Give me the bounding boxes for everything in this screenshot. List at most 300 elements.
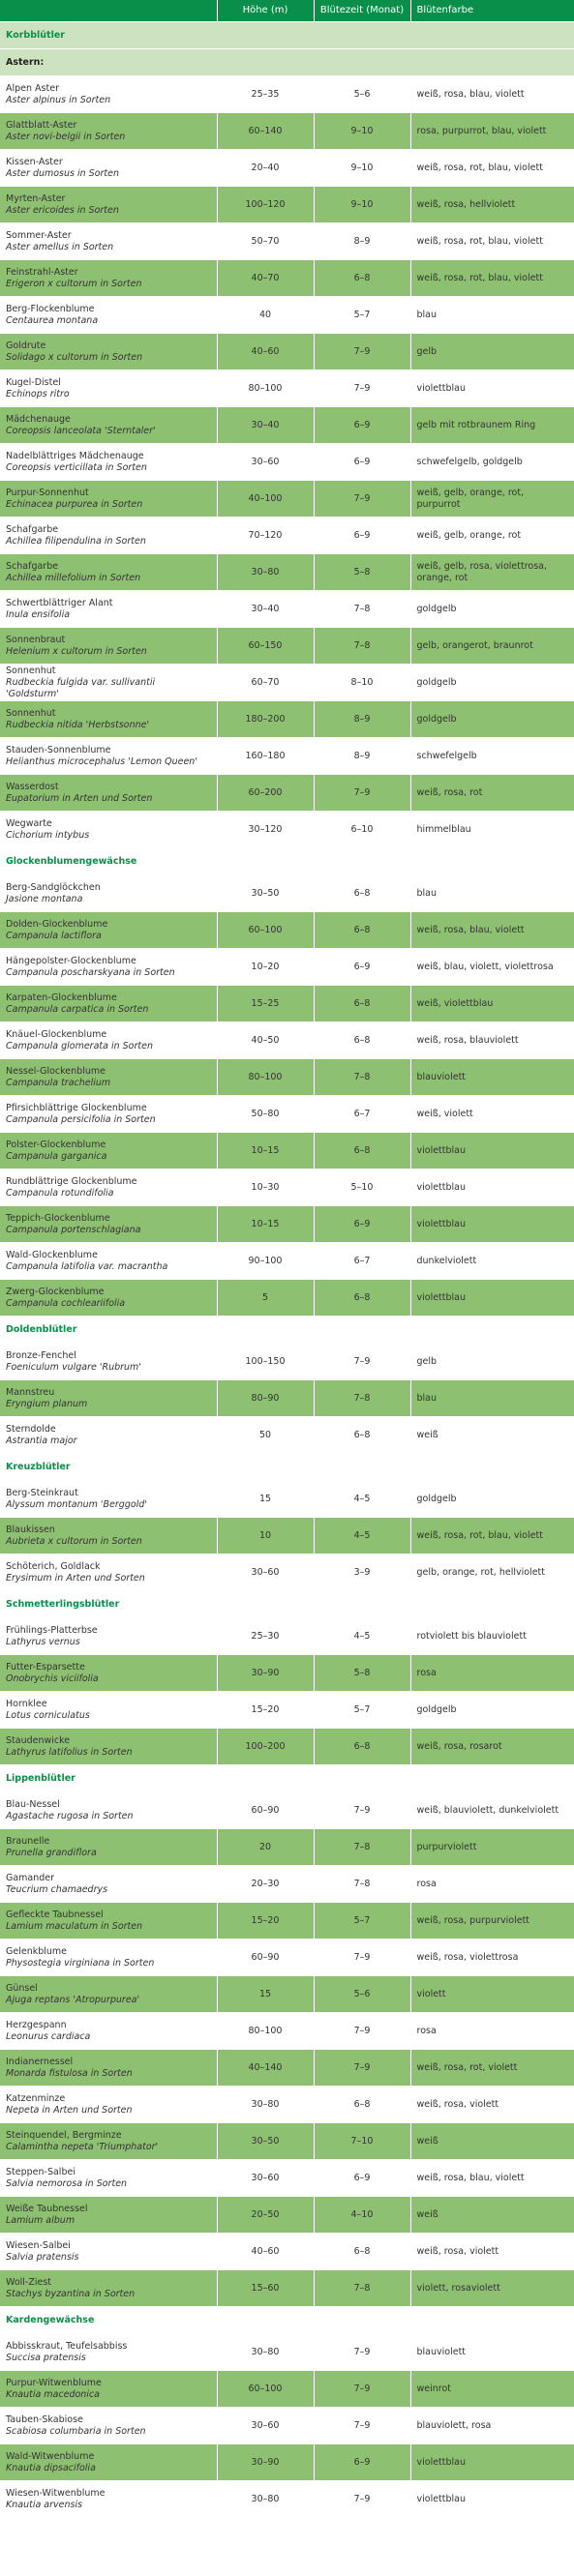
latin-name: Lotus corniculatus	[6, 1709, 90, 1721]
plant-name-cell	[0, 949, 217, 986]
table-row	[0, 1554, 574, 1591]
bloom-cell: 6–8	[314, 1729, 410, 1765]
plant-name-cell	[0, 187, 217, 223]
latin-name: Aster dumosus in Sorten	[6, 167, 120, 179]
color-cell: weiß, blauviolett, dunkelviolett	[410, 1792, 574, 1829]
common-name: Schöterich, Goldlack	[6, 1560, 101, 1572]
color-cell: goldgelb	[410, 1481, 574, 1518]
table-row	[0, 297, 574, 334]
bloom-cell: 7–9	[314, 1792, 410, 1829]
table-row	[0, 370, 574, 407]
table-row	[0, 912, 574, 949]
plant-name-cell	[0, 518, 217, 554]
plant-name-cell	[0, 1866, 217, 1903]
plant-name-cell	[0, 2087, 217, 2123]
common-name: Staudenwicke	[6, 1734, 71, 1746]
color-cell: violettblau	[410, 1170, 574, 1206]
latin-name: Campanula latifolia var. macrantha	[6, 1260, 168, 1272]
common-name: Hängepolster-Glockenblume	[6, 955, 136, 966]
common-name: Purpur-Sonnenhut	[6, 487, 89, 498]
plant-name-cell	[0, 1059, 217, 1096]
color-cell: weiß, rosa, rot, blau, violett	[410, 150, 574, 187]
category-title: Kreuzblütler	[0, 1454, 574, 1481]
bloom-cell: 3–9	[314, 1554, 410, 1591]
latin-name: Aster ericoides in Sorten	[6, 204, 119, 216]
table-row	[0, 1380, 574, 1417]
height-cell: 30–60	[217, 2160, 314, 2197]
color-cell: weiß, rosa, violett	[410, 2234, 574, 2270]
bloom-cell: 6–9	[314, 407, 410, 444]
color-cell: gelb, orangerot, braunrot	[410, 628, 574, 665]
height-cell: 80–100	[217, 1059, 314, 1096]
bloom-cell: 6–8	[314, 986, 410, 1022]
bloom-cell: 9–10	[314, 187, 410, 223]
table-row	[0, 518, 574, 554]
table-row	[0, 2160, 574, 2197]
color-cell: weiß	[410, 2123, 574, 2160]
table-row	[0, 1976, 574, 2013]
latin-name: Achillea millefolium in Sorten	[6, 572, 141, 583]
latin-name: Aster novi-belgii in Sorten	[6, 131, 126, 142]
table-row	[0, 665, 574, 701]
bloom-cell: 5–6	[314, 1976, 410, 2013]
plant-name-cell	[0, 1022, 217, 1059]
plant-name-cell	[0, 1618, 217, 1655]
common-name: Wald-Witwenblume	[6, 2450, 95, 2462]
latin-name: Onobrychis viciifolia	[6, 1673, 99, 1684]
table-row	[0, 2197, 574, 2234]
plant-name-cell	[0, 297, 217, 334]
latin-name: Campanula garganica	[6, 1150, 107, 1162]
common-name: Wald-Glockenblume	[6, 1249, 98, 1260]
latin-name: Jasione montana	[6, 893, 83, 904]
height-cell: 60–200	[217, 775, 314, 812]
table-row	[0, 949, 574, 986]
plant-name-cell	[0, 2371, 217, 2408]
plant-name-cell	[0, 1939, 217, 1976]
bloom-cell: 7–8	[314, 2270, 410, 2307]
common-name: Gefleckte Taubnessel	[6, 1909, 104, 1920]
height-cell: 15–20	[217, 1903, 314, 1939]
common-name: Nadelblättriges Mädchenauge	[6, 450, 144, 461]
color-cell: blau	[410, 875, 574, 912]
table-row	[0, 2444, 574, 2481]
common-name: Sonnenhut	[6, 707, 56, 719]
plant-name-cell	[0, 1554, 217, 1591]
plant-name-cell	[0, 2334, 217, 2371]
color-cell: blauviolett	[410, 2334, 574, 2371]
bloom-cell: 6–8	[314, 260, 410, 297]
bloom-cell: 8–10	[314, 665, 410, 701]
latin-name: Teucrium chamaedrys	[6, 1883, 108, 1895]
table-row	[0, 1518, 574, 1554]
plant-name-cell	[0, 591, 217, 628]
table-row	[0, 223, 574, 260]
plant-name-cell	[0, 1903, 217, 1939]
color-cell: weiß, rosa, rot, blau, violett	[410, 1518, 574, 1554]
bloom-cell: 8–9	[314, 701, 410, 738]
plant-name-cell	[0, 628, 217, 665]
common-name: Wiesen-Witwenblume	[6, 2487, 106, 2499]
height-cell: 100–120	[217, 187, 314, 223]
common-name: Goldrute	[6, 340, 46, 351]
latin-name: Campanula cochleariifolia	[6, 1297, 126, 1309]
bloom-cell: 7–9	[314, 481, 410, 518]
plant-name-cell	[0, 2013, 217, 2050]
height-cell: 40	[217, 297, 314, 334]
table-row	[0, 444, 574, 481]
plant-name-cell	[0, 1729, 217, 1765]
height-cell: 30–40	[217, 407, 314, 444]
plant-name-cell	[0, 738, 217, 775]
table-row	[0, 1096, 574, 1133]
latin-name: Centaurea montana	[6, 314, 99, 326]
bloom-cell: 6–8	[314, 875, 410, 912]
height-cell: 100–200	[217, 1729, 314, 1765]
header-color: Blütenfarbe	[410, 0, 574, 22]
common-name: Kissen-Aster	[6, 156, 63, 167]
color-cell: weiß, rosa, rot	[410, 775, 574, 812]
height-cell: 30–40	[217, 591, 314, 628]
bloom-cell: 4–5	[314, 1518, 410, 1554]
plant-name-cell	[0, 1380, 217, 1417]
plant-name-cell	[0, 1280, 217, 1317]
color-cell: violettblau	[410, 370, 574, 407]
bloom-cell: 6–9	[314, 2444, 410, 2481]
common-name: Tauben-Skabiose	[6, 2413, 83, 2425]
common-name: Berg-Flockenblume	[6, 303, 95, 314]
height-cell: 25–35	[217, 76, 314, 113]
bloom-cell: 6–8	[314, 1022, 410, 1059]
table-row	[0, 1729, 574, 1765]
common-name: Hornklee	[6, 1698, 47, 1709]
bloom-cell: 7–8	[314, 1866, 410, 1903]
height-cell: 20	[217, 1829, 314, 1866]
height-cell: 10–15	[217, 1206, 314, 1243]
latin-name: Campanula rotundifolia	[6, 1187, 114, 1199]
color-cell: weiß, rosa, blauviolett	[410, 1022, 574, 1059]
table-row	[0, 875, 574, 912]
height-cell: 60–100	[217, 2371, 314, 2408]
color-cell: weiß, rosa, violett	[410, 2087, 574, 2123]
common-name: Weiße Taubnessel	[6, 2203, 88, 2214]
latin-name: Rudbeckia fulgida var. sullivantii 'Goldsturm'	[6, 676, 156, 699]
latin-name: Lamium maculatum in Sorten	[6, 1920, 143, 1932]
height-cell: 60–140	[217, 113, 314, 150]
height-cell: 10–20	[217, 949, 314, 986]
height-cell: 30–80	[217, 2087, 314, 2123]
common-name: Berg-Steinkraut	[6, 1487, 78, 1498]
height-cell: 15–25	[217, 986, 314, 1022]
latin-name: Coreopsis lanceolata 'Sterntaler'	[6, 425, 156, 436]
category-title: Lippenblütler	[0, 1765, 574, 1792]
plant-name-cell	[0, 370, 217, 407]
table-row	[0, 113, 574, 150]
common-name: Frühlings-Platterbse	[6, 1624, 98, 1636]
color-cell: purpurviolett	[410, 1829, 574, 1866]
common-name: Polster-Glockenblume	[6, 1139, 106, 1150]
color-cell: weiß, rosa, rot, violett	[410, 2050, 574, 2087]
height-cell: 40–60	[217, 2234, 314, 2270]
common-name: Teppich-Glockenblume	[6, 1212, 110, 1224]
common-name: Karpaten-Glockenblume	[6, 992, 117, 1003]
table-row	[0, 150, 574, 187]
latin-name: Leonurus cardiaca	[6, 2030, 91, 2042]
bloom-cell: 7–9	[314, 2481, 410, 2518]
plant-name-cell	[0, 2234, 217, 2270]
latin-name: Knautia dipsacifolia	[6, 2462, 96, 2473]
plant-name-cell	[0, 775, 217, 812]
table-row	[0, 2123, 574, 2160]
color-cell: weiß, rosa, blau, violett	[410, 2160, 574, 2197]
plant-name-cell	[0, 554, 217, 591]
category-title: Doldenblütler	[0, 1317, 574, 1344]
color-cell: rosa	[410, 1866, 574, 1903]
latin-name: Eryngium planum	[6, 1398, 88, 1409]
bloom-cell: 5–8	[314, 1655, 410, 1692]
table-row	[0, 1022, 574, 1059]
color-cell: gelb	[410, 334, 574, 370]
color-cell: gelb mit rotbraunem Ring	[410, 407, 574, 444]
color-cell: weiß, gelb, rosa, violettrosa, orange, rot	[410, 554, 574, 591]
color-cell: schwefelgelb	[410, 738, 574, 775]
height-cell: 40–140	[217, 2050, 314, 2087]
plant-name-cell	[0, 1133, 217, 1170]
latin-name: Campanula poscharskyana in Sorten	[6, 966, 175, 978]
common-name: Mannstreu	[6, 1386, 55, 1398]
height-cell: 60–90	[217, 1939, 314, 1976]
category-row	[0, 22, 574, 49]
common-name: Myrten-Aster	[6, 192, 66, 204]
color-cell: violettblau	[410, 2444, 574, 2481]
common-name: Schafgarbe	[6, 523, 59, 535]
height-cell: 40–60	[217, 334, 314, 370]
latin-name: Lathyrus vernus	[6, 1636, 80, 1647]
bloom-cell: 7–9	[314, 370, 410, 407]
height-cell: 10–30	[217, 1170, 314, 1206]
plant-name-cell	[0, 1976, 217, 2013]
common-name: Wiesen-Salbei	[6, 2239, 71, 2251]
bloom-cell: 6–8	[314, 912, 410, 949]
table-row	[0, 2481, 574, 2518]
common-name: Steppen-Salbei	[6, 2166, 76, 2177]
category-title: Kardengewächse	[0, 2307, 574, 2334]
bloom-cell: 8–9	[314, 223, 410, 260]
bloom-cell: 5–7	[314, 1903, 410, 1939]
height-cell: 30–60	[217, 2408, 314, 2444]
latin-name: Campanula persicifolia in Sorten	[6, 1113, 156, 1125]
table-row	[0, 2087, 574, 2123]
plant-name-cell	[0, 1206, 217, 1243]
table-row	[0, 2270, 574, 2307]
latin-name: Scabiosa columbaria in Sorten	[6, 2425, 146, 2437]
plant-name-cell	[0, 113, 217, 150]
plant-name-cell	[0, 2160, 217, 2197]
bloom-cell: 6–7	[314, 1096, 410, 1133]
bloom-cell: 7–9	[314, 2013, 410, 2050]
height-cell: 30–60	[217, 444, 314, 481]
color-cell: rosa	[410, 2013, 574, 2050]
height-cell: 80–100	[217, 370, 314, 407]
latin-name: Solidago x cultorum in Sorten	[6, 351, 143, 363]
table-row	[0, 1481, 574, 1518]
common-name: Blaukissen	[6, 1524, 55, 1535]
height-cell: 40–70	[217, 260, 314, 297]
common-name: Schafgarbe	[6, 560, 59, 572]
bloom-cell: 6–10	[314, 812, 410, 848]
color-cell: weiß, blau, violett, violettrosa	[410, 949, 574, 986]
bloom-cell: 6–8	[314, 1417, 410, 1454]
common-name: Braunelle	[6, 1835, 50, 1847]
common-name: Kugel-Distel	[6, 376, 61, 388]
latin-name: Astrantia major	[6, 1435, 77, 1446]
common-name: Wasserdost	[6, 781, 59, 792]
color-cell: goldgelb	[410, 665, 574, 701]
latin-name: Campanula portenschlagiana	[6, 1224, 141, 1235]
category-row	[0, 1317, 574, 1344]
bloom-cell: 5–6	[314, 76, 410, 113]
height-cell: 80–100	[217, 2013, 314, 2050]
plant-name-cell	[0, 481, 217, 518]
plant-name-cell	[0, 665, 217, 701]
height-cell: 10–15	[217, 1133, 314, 1170]
common-name: Feinstrahl-Aster	[6, 266, 78, 278]
color-cell: weiß, violett	[410, 1096, 574, 1133]
common-name: Alpen Aster	[6, 82, 59, 94]
plant-name-cell	[0, 1792, 217, 1829]
bloom-cell: 5–7	[314, 297, 410, 334]
table-row	[0, 1866, 574, 1903]
bloom-cell: 5–7	[314, 1692, 410, 1729]
latin-name: Prunella grandiflora	[6, 1847, 97, 1858]
plant-name-cell	[0, 2050, 217, 2087]
latin-name: Salvia nemorosa in Sorten	[6, 2177, 128, 2189]
table-row	[0, 1655, 574, 1692]
bloom-cell: 7–9	[314, 2050, 410, 2087]
table-row	[0, 1243, 574, 1280]
plant-name-cell	[0, 1417, 217, 1454]
table-row	[0, 76, 574, 113]
plant-name-cell	[0, 444, 217, 481]
common-name: Sonnenhut	[6, 665, 56, 676]
latin-name: Ajuga reptans 'Atropurpurea'	[6, 1994, 140, 2005]
category-row	[0, 848, 574, 875]
plant-name-cell	[0, 150, 217, 187]
common-name: Sonnenbraut	[6, 634, 66, 645]
color-cell: weiß, rosa, rot, blau, violett	[410, 260, 574, 297]
table-row	[0, 812, 574, 848]
plant-name-cell	[0, 334, 217, 370]
common-name: Berg-Sandglöckchen	[6, 881, 101, 893]
table-header	[0, 0, 574, 22]
plant-name-cell	[0, 875, 217, 912]
height-cell: 30–90	[217, 1655, 314, 1692]
height-cell: 40–100	[217, 481, 314, 518]
latin-name: Aster amellus in Sorten	[6, 241, 114, 252]
table-row	[0, 1417, 574, 1454]
latin-name: Lathyrus latifolius in Sorten	[6, 1746, 133, 1758]
plant-name-cell	[0, 2444, 217, 2481]
bloom-cell: 7–9	[314, 775, 410, 812]
common-name: Zwerg-Glockenblume	[6, 1286, 105, 1297]
latin-name: Cichorium intybus	[6, 829, 90, 841]
bloom-cell: 9–10	[314, 113, 410, 150]
table-row	[0, 2234, 574, 2270]
common-name: Indianernessel	[6, 2056, 74, 2067]
color-cell: weiß, violettblau	[410, 986, 574, 1022]
common-name: Günsel	[6, 1982, 38, 1994]
common-name: Steinquendel, Bergminze	[6, 2129, 122, 2141]
bloom-cell: 7–9	[314, 334, 410, 370]
color-cell: blauviolett, rosa	[410, 2408, 574, 2444]
header-height: Höhe (m)	[217, 0, 314, 22]
height-cell: 50–80	[217, 1096, 314, 1133]
plant-name-cell	[0, 1692, 217, 1729]
latin-name: Campanula glomerata in Sorten	[6, 1040, 153, 1051]
common-name: Nessel-Glockenblume	[6, 1065, 106, 1077]
plant-name-cell	[0, 2481, 217, 2518]
table-row	[0, 1344, 574, 1380]
table-row	[0, 1939, 574, 1976]
height-cell: 40–50	[217, 1022, 314, 1059]
color-cell: weiß, rosa, blau, violett	[410, 912, 574, 949]
latin-name: Echinacea purpurea in Sorten	[6, 498, 143, 510]
bloom-cell: 6–7	[314, 1243, 410, 1280]
latin-name: Campanula carpatica in Sorten	[6, 1003, 149, 1015]
color-cell: gelb	[410, 1344, 574, 1380]
common-name: Stauden-Sonnenblume	[6, 744, 111, 755]
common-name: Knäuel-Glockenblume	[6, 1028, 107, 1040]
height-cell: 5	[217, 1280, 314, 1317]
table-row	[0, 1280, 574, 1317]
plant-name-cell	[0, 407, 217, 444]
color-cell: goldgelb	[410, 701, 574, 738]
table-row	[0, 260, 574, 297]
latin-name: Lamium album	[6, 2214, 76, 2226]
color-cell: weiß, rosa, rosarot	[410, 1729, 574, 1765]
header-bloom: Blütezeit (Monat)	[314, 0, 410, 22]
height-cell: 30–80	[217, 2481, 314, 2518]
color-cell: blau	[410, 297, 574, 334]
table-body	[0, 22, 574, 2518]
color-cell: rosa	[410, 1655, 574, 1692]
common-name: Blau-Nessel	[6, 1798, 60, 1810]
common-name: Wegwarte	[6, 817, 52, 829]
latin-name: Agastache rugosa in Sorten	[6, 1810, 134, 1821]
bloom-cell: 6–9	[314, 1206, 410, 1243]
height-cell: 90–100	[217, 1243, 314, 1280]
bloom-cell: 6–8	[314, 2234, 410, 2270]
common-name: Katzenminze	[6, 2092, 66, 2104]
color-cell: violettblau	[410, 1133, 574, 1170]
common-name: Schwertblättriger Alant	[6, 597, 113, 608]
height-cell: 30–90	[217, 2444, 314, 2481]
color-cell: himmelblau	[410, 812, 574, 848]
plant-name-cell	[0, 986, 217, 1022]
latin-name: Campanula trachelium	[6, 1077, 111, 1088]
height-cell: 20–50	[217, 2197, 314, 2234]
color-cell: gelb, orange, rot, hellviolett	[410, 1554, 574, 1591]
table-row	[0, 1792, 574, 1829]
color-cell: violettblau	[410, 1280, 574, 1317]
color-cell: weiß, rosa, blau, violett	[410, 76, 574, 113]
height-cell: 30–80	[217, 2334, 314, 2371]
table-row	[0, 628, 574, 665]
height-cell: 60–150	[217, 628, 314, 665]
height-cell: 70–120	[217, 518, 314, 554]
bloom-cell: 5–8	[314, 554, 410, 591]
plant-name-cell	[0, 1518, 217, 1554]
